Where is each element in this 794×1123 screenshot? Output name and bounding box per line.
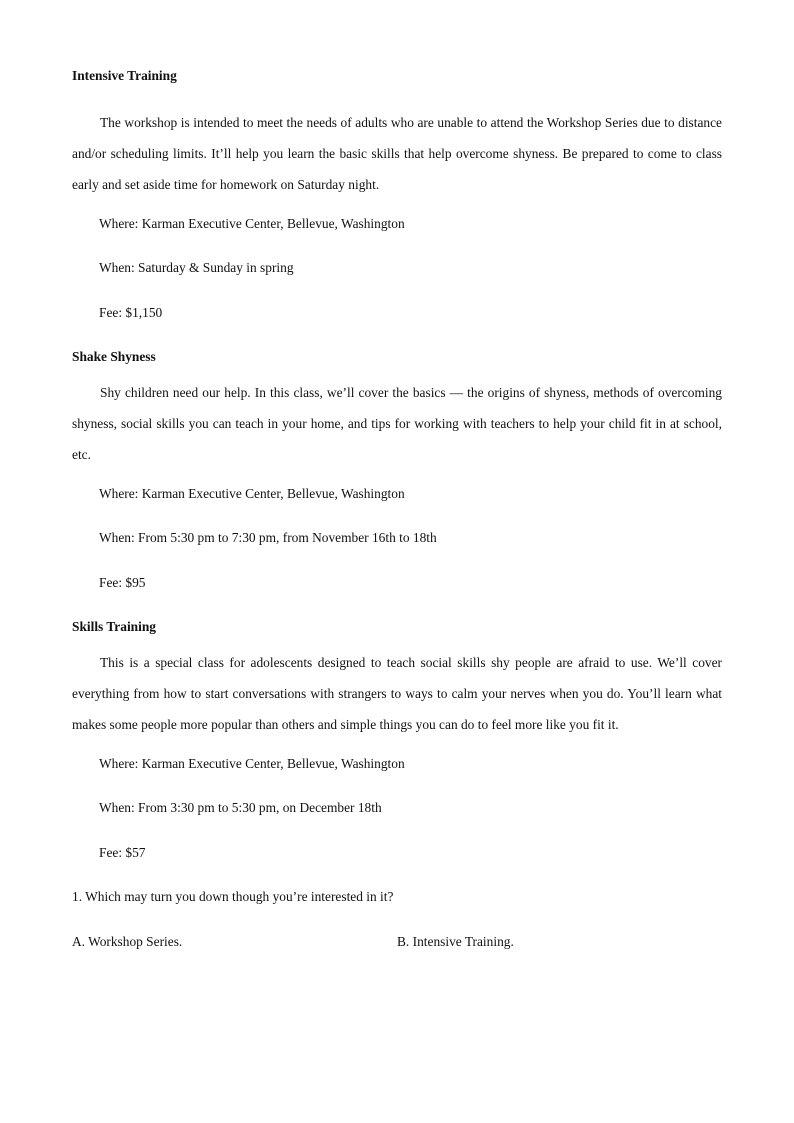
section-body: The workshop is intended to meet the needs of adults who are unable to attend the Workshop Series due to distance and/or scheduling limits. It’ll help you learn the basic skills that help overcome shyness. Be prepared to come to class early and set aside time for homework on Saturday night. (72, 115, 722, 192)
location-line: Where: Karman Executive Center, Bellevue, Washington (99, 486, 405, 501)
section-title: Shake Shyness (72, 349, 156, 364)
location-line: Where: Karman Executive Center, Bellevue, Washington (99, 756, 405, 771)
section-title: Skills Training (72, 619, 156, 634)
option-b: B. Intensive Training. (397, 934, 514, 949)
question-block (72, 887, 722, 952)
fee-line: Fee: $57 (99, 845, 146, 860)
time-line: When: From 3:30 pm to 5:30 pm, on December 18th (99, 800, 382, 815)
time-line: When: Saturday & Sunday in spring (99, 260, 294, 275)
section-body: This is a special class for adolescents designed to teach social skills shy people are afraid to use. We’ll cover everything from how to start conversations with strangers to ways to calm your nerves when you do. You’ll learn what makes some people more popular than others and simple things you can do to feel more like you fit it. (72, 655, 722, 732)
section-intensive-training (72, 66, 722, 323)
section-body: Shy children need our help. In this class, we’ll cover the basics — the origins of shyness, methods of overcoming shyness, social skills you can teach in your home, and tips for working with teachers to help your child fit in at school, etc. (72, 385, 722, 462)
section-title: Intensive Training (72, 68, 177, 83)
option-a: A. Workshop Series. (72, 934, 183, 949)
section-shake-shyness (72, 347, 722, 593)
location-line: Where: Karman Executive Center, Bellevue, Washington (99, 216, 405, 231)
section-skills-training (72, 617, 722, 863)
time-line: When: From 5:30 pm to 7:30 pm, from November 16th to 18th (99, 530, 437, 545)
answer-options (72, 932, 722, 952)
fee-line: Fee: $95 (99, 575, 146, 590)
question-text: 1. Which may turn you down though you’re interested in it? (72, 889, 394, 904)
document-page (72, 66, 722, 952)
fee-line: Fee: $1,150 (99, 305, 163, 320)
